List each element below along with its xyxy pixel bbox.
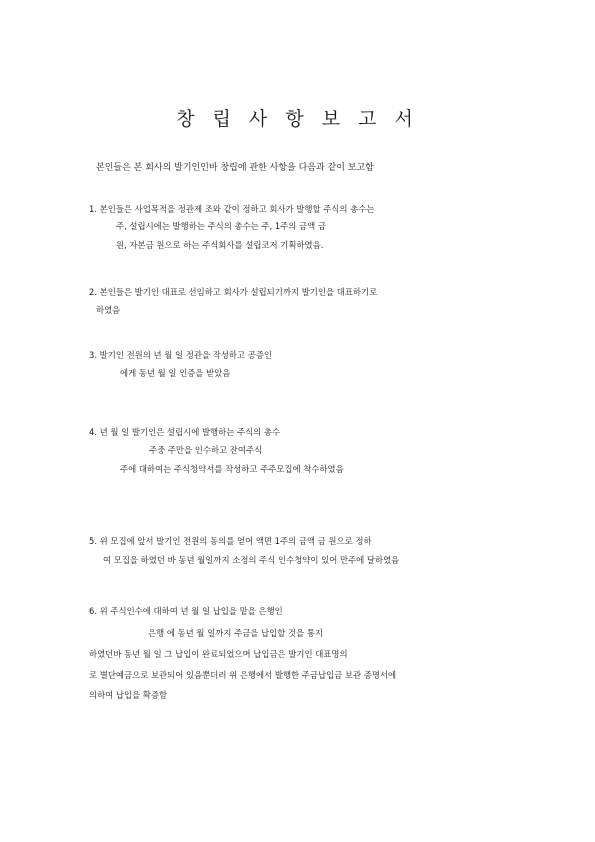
item-6-line-3: 하였던바 동년 월 일 그 납입이 완료되었으며 납입금은 발기인 대표명의	[89, 649, 348, 659]
item-1-line-3: 원, 자본금 원으로 하는 주식회사를 설립코저 기획하였음.	[116, 240, 324, 250]
item-5-line-2: 여 모집을 하였던 바 동년 월일까지 소정의 주식 인수청약이 있어 만주에 달하였음	[103, 555, 400, 565]
item-3-line-1: 3. 발기인 전원의 년 월 일 정관을 작성하고 공증인	[89, 350, 273, 360]
item-4-line-3: 주에 대하여는 주식청약서를 작성하고 주주모집에 착수하였음	[120, 464, 344, 474]
item-4-line-2: 주중 주만을 인수하고 잔여주식	[149, 445, 263, 455]
item-5-line-1: 5. 위 모집에 앞서 발기인 전원의 동의를 얻어 액면 1주의 금액 금 원으로 정하	[89, 536, 372, 546]
item-3-line-2: 에게 동년 월 일 인증을 받았음	[120, 368, 231, 378]
item-1-line-2: 주, 설립시에는 발행하는 주식의 총수는 주, 1주의 금액 금	[116, 221, 326, 231]
item-4-line-1: 4. 년 월 일 발기인은 설립시에 발행하는 주식의 총수	[89, 427, 281, 437]
item-2-line-2: 하였음	[96, 305, 121, 315]
item-6-line-4: 로 별단예금으로 보관되어 있음뿐더러 위 은행에서 발행한 주금납입금 보관 증명서에	[89, 670, 397, 680]
item-1-line-1: 1. 본인들은 사업목적을 정관제 조와 같이 정하고 회사가 발행할 주식의 총수는	[89, 204, 375, 214]
item-2-line-1: 2. 본인들은 발기인 대표로 선임하고 회사가 설립되기까지 발기인을 대표하기로	[89, 287, 378, 297]
document-title: 창 립 사 항 보 고 서	[176, 108, 419, 130]
intro-paragraph: 본인들은 본 회사의 발기인인바 창립에 관한 사항을 다음과 같이 보고함	[96, 163, 374, 173]
item-6-line-2: 은행 에 동년 월 일까지 주금을 납입할 것을 통지	[148, 628, 324, 638]
item-6-line-1: 6. 위 주식인수에 대하여 년 월 일 납입을 맡을 은행인	[89, 606, 283, 616]
item-6-line-5: 의하여 납입을 확증함	[89, 690, 168, 700]
